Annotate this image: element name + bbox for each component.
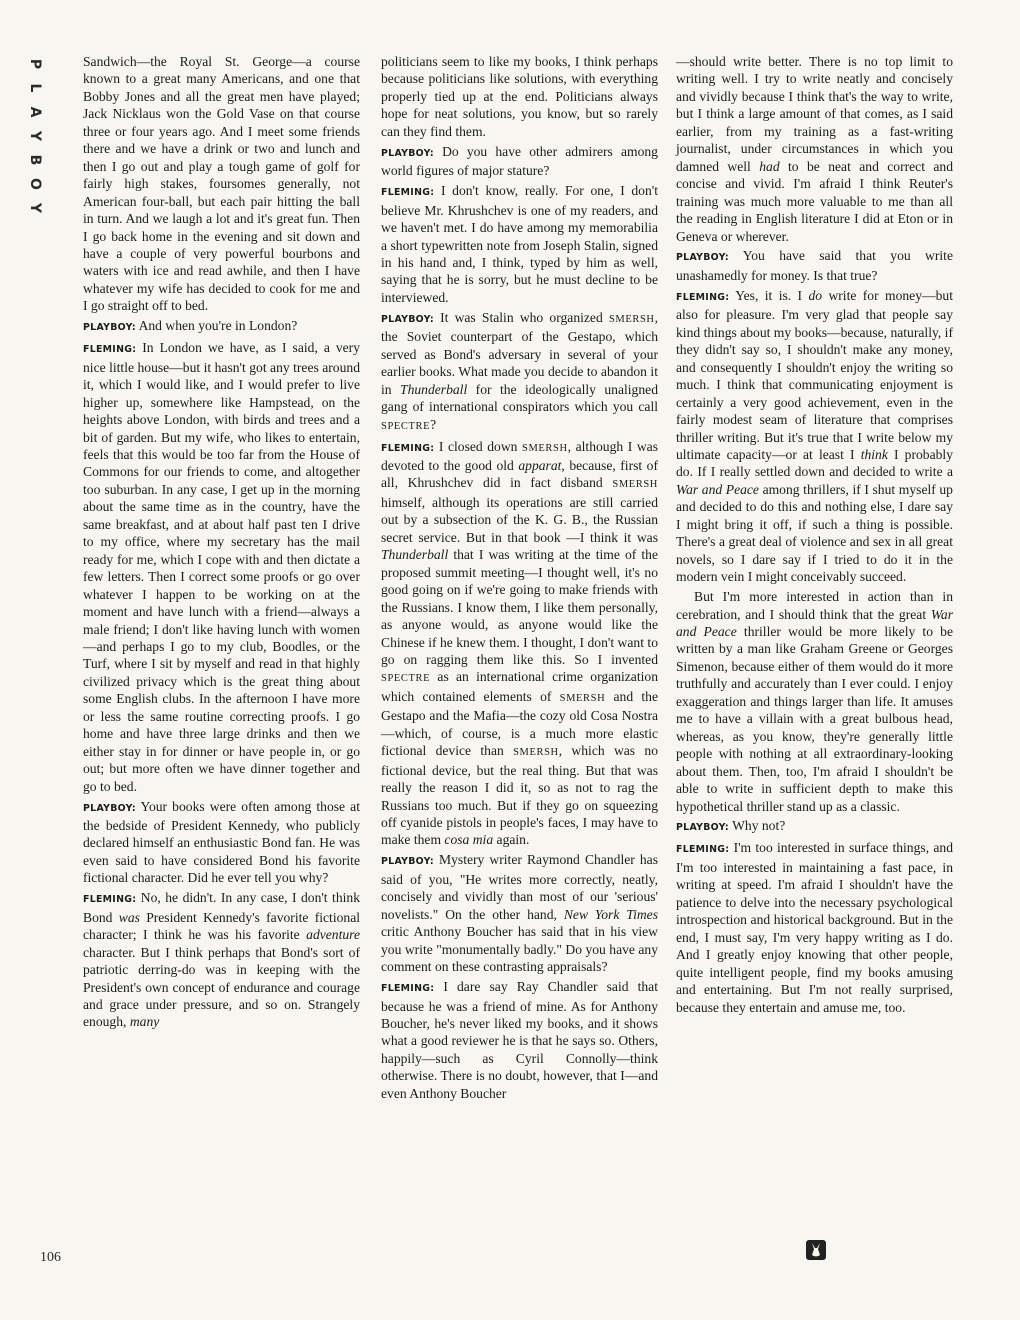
italic-text: apparat	[518, 457, 562, 473]
running-head-letter: L	[27, 83, 43, 93]
speaker-label: PLAYBOY:	[83, 802, 136, 814]
small-caps-text: SMERSH	[559, 692, 606, 704]
column-2	[381, 53, 658, 1105]
speaker-label: FLEMING:	[381, 983, 435, 995]
speaker-label: FLEMING:	[381, 442, 435, 454]
italic-text: many	[129, 1014, 160, 1030]
article-paragraph: politicians seem to like my books, I think perhaps because politicians like solutions, with everything properly tied up at the end. Politicians always hope for neat solutions, you know, but so rarely can they find them.	[381, 54, 658, 139]
running-head-letter: Y	[27, 202, 43, 214]
italic-text: was	[118, 909, 140, 925]
italic-text: cosa mia	[444, 832, 494, 848]
rabbit-head-icon	[806, 1240, 826, 1260]
italic-text: New York Times	[563, 906, 659, 922]
speaker-label: PLAYBOY:	[381, 313, 434, 325]
running-head-letter: Y	[27, 130, 43, 142]
italic-text: Thunderball	[381, 547, 449, 563]
column-3	[676, 53, 953, 1018]
subject-answer: FLEMING: I dare say Ray Chandler said that because he was a friend of mine. As for Anthony Boucher, he's never liked my books, and it shows what a good reviewer he is that he says so. Others, happily—such as Cyril Connolly—think otherwise. There is no doubt, however, that I—and even Anthony Boucher	[381, 979, 658, 1101]
page-number: 106	[40, 1250, 61, 1265]
running-head-letter: A	[27, 106, 43, 118]
speaker-label: FLEMING:	[381, 187, 435, 199]
italic-text: War and Peace	[676, 606, 953, 639]
subject-answer: FLEMING: Yes, it is. I do write for money—but also for pleasure. I'm very glad that people say kind things about my books—because, naturally, if they didn't say so, I shouldn't make any money, and consequently I shouldn't enjoy the writing so much. I think that communicating enjoyment is certainly a very good achievement, even in the fairly modest seam of literature that comprises thriller writing. But it's true that I write below my ultimate capacity—or at least I think I probably do. If I really settled down and decided to write a War and Peace among thrillers, if I shut myself up and decided to do this and nothing else, I dare say I might bring it off, if such a thing is possible. There's a great deal of violence and sex in all great novels, so I dare say if I tried to do it in the modern vein I might conceivably succeed.	[676, 287, 953, 585]
running-head-letter: B	[27, 154, 43, 166]
running-head	[24, 52, 46, 220]
subject-answer: FLEMING: I'm too interested in surface things, and I'm too interested in maintaining a fast pace, in writing at speed. I'm afraid I shouldn't have the patience to delve into the necessary psychological introspection and historical background. But in the end, I must say, I'm very happy writing as I do. And I greatly enjoy knowing that other people, quite intelligent people, find my books amusing and entertaining. But I'm not really surprised, because they entertain and amuse me, too.	[676, 840, 953, 1015]
small-caps-text: SMERSH	[522, 442, 568, 454]
article-paragraph: Sandwich—the Royal St. George—a course known to a great many Americans, and one that Bobby Jones and all the great men have played; Jack Nicklaus won the Gold Vase on that course three or four years ago. And I meet some friends there and we have a drink or two and lunch and then I go out and play a tough game of golf for fairly high stakes, foursomes generally, not American four-ball, but each pair hitting the ball in turn. And we laugh a lot and it's great fun. Then I go back home in the evening and sit down and have a couple of very powerful bourbons and waters with ice and read awhile, and then I have whatever my wife has decided to cook for me and I go straight off to bed.	[83, 54, 360, 314]
small-caps-text: SPECTRE	[381, 673, 431, 685]
subject-answer: FLEMING: I closed down SMERSH, although I was devoted to the good old apparat, because, first of all, Khrushchev did in fact disband SMERSH himself, although its operations are still carried out by a subsection of the K. G. B., the Russian secret service. But in that book —I think it was Thunderball that I was writing at the time of the proposed summit meeting—I thought well, it's no good going on if we're going to make friends with the Russians. I know them, I like them personally, as anyone would, as anyone would like the Chinese if he knew them. I thought, I don't want to go on ragging them like this. So I invented SPECTRE as an international crime organization which contained elements of SMERSH and the Gestapo and the Mafia—the cozy old Cosa Nostra—which, of course, is a much more elastic fictional device than SMERSH, which was no fictional device, but the real thing. But that was really the reason I did it, so as not to rag the Russians too much. But if they go on squeezing off cyanide pistols in people's faces, I may have to make them cosa mia again.	[381, 438, 659, 848]
small-caps-text: SMERSH	[513, 747, 559, 759]
interviewer-question: PLAYBOY: Your books were often among those at the bedside of President Kennedy, who publicly declared himself an enthusiastic Bond fan. He was even said to have considered Bond his favorite fictional character. Did he ever tell you why?	[83, 798, 360, 886]
small-caps-text: SPECTRE	[381, 420, 431, 432]
speaker-label: PLAYBOY:	[381, 147, 434, 159]
running-head-letter: O	[27, 178, 43, 190]
italic-text: War and Peace	[676, 481, 759, 497]
interviewer-question: PLAYBOY: Mystery writer Raymond Chandler has said of you, "He writes more correctly, neatly, concisely and vividly than most of our 'serious' novelists." On the other hand, New York Times critic Anthony Boucher has said that in his view you write "monumentally badly." Do you have any comment on these contrasting appraisals?	[381, 852, 659, 975]
interviewer-question: PLAYBOY: Do you have other admirers among world figures of major stature?	[381, 143, 658, 179]
italic-text: do	[808, 287, 823, 303]
subject-answer: FLEMING: In London we have, as I said, a very nice little house—but it hasn't got any trees around it, which I would like, and I would prefer to live higher up, somewhere like Hampstead, on the heights above London, with birds and trees and a bit of garden. But my wife, who likes to entertain, feels that this would be too far from the House of Commons for our friends to come, and altogether too suburban. In any case, I get up in the morning about the same time as in the country, have the same breakfast, and at about half past ten I drive to my office, where my secretary has the mail ready for me, which I cope with and then dictate a few letters. Then I correct some proofs or go over whatever I happen to be working on at the moment and have lunch with a friend—always a male friend; I don't like having lunch with women—and perhaps I go to my club, Boodles, or the Turf, where I sit by myself and read in that highly civilized privacy which is the great thing about some English clubs. In the afternoon I have more or less the same routine correcting proofs. I go home and have three large drinks and then we either stay in for dinner or have people in, or go out; but more often we have dinner together and go to bed.	[83, 340, 360, 794]
article-paragraph: —should write better. There is no top limit to writing well. I try to write neatly and concisely and vividly because I think that's the way to write, but I think a large amount of that comes, as I said earlier, from my training as a fast-writing journalist, under circumstances in which you damned well had to be neat and correct and concise and vivid. I'm afraid I think Reuter's training was much more valuable to me than all the reading in English literature I did at Eton or in Geneva or wherever.	[676, 54, 954, 244]
speaker-label: FLEMING:	[83, 344, 137, 356]
speaker-label: PLAYBOY:	[381, 856, 434, 868]
small-caps-text: SMERSH	[608, 313, 655, 325]
article-paragraph: But I'm more interested in action than in cerebration, and I should think that the great War and Peace thriller would be more likely to be written by a man like Graham Greene or Georges Simenon, because either of them would do it more truthfully and accurately than I ever could. I enjoy exaggeration and things larger than life. It amuses me to have a villain with a great bulbous head, whereas, as you know, they're generally little people with nothing at all extraordinary-looking about them. Then, too, I'm afraid I shouldn't be able to write in sufficient depth to make this hypothetical thriller stand up as a classic.	[676, 589, 953, 814]
italic-text: had	[759, 158, 780, 174]
small-caps-text: SMERSH	[612, 479, 658, 491]
subject-answer: FLEMING: I don't know, really. For one, I don't believe Mr. Khrushchev is one of my readers, and we haven't met. I do have among my memorabilia a short typewritten note from Joseph Stalin, signed in his hand and, I think, typed by him as well, saying that he is sorry, but he must decline to be interviewed.	[381, 183, 658, 305]
interviewer-question: PLAYBOY: It was Stalin who organized SMERSH, the Soviet counterpart of the Gestapo, which served as Bond's adversary in several of your earlier books. What made you decide to abandon it in Thunderball for the ideologically unaligned gang of international conspirators which you call SPECTRE?	[381, 309, 658, 432]
speaker-label: PLAYBOY:	[83, 322, 136, 334]
interviewer-question: PLAYBOY: Why not?	[676, 818, 786, 834]
interviewer-question: PLAYBOY: And when you're in London?	[83, 318, 298, 334]
speaker-label: FLEMING:	[676, 291, 730, 303]
speaker-label: FLEMING:	[83, 894, 137, 906]
italic-text: think	[860, 446, 888, 462]
running-head-letter: P	[27, 58, 43, 70]
speaker-label: PLAYBOY:	[676, 252, 729, 264]
speaker-label: FLEMING:	[676, 844, 730, 856]
interviewer-question: PLAYBOY: You have said that you write unashamedly for money. Is that true?	[676, 248, 953, 283]
italic-text: adventure	[306, 927, 360, 943]
speaker-label: PLAYBOY:	[676, 822, 729, 834]
column-1	[83, 53, 360, 1033]
subject-answer: FLEMING: No, he didn't. In any case, I don't think Bond was President Kennedy's favorite fictional character; I think he was his favorite adventure character. But I think perhaps that Bond's sort of patriotic derring-do was in keeping with the President's own concept of endurance and courage and grace under pressure, and so on. Strangely enough, many	[83, 890, 361, 1030]
italic-text: Thunderball	[400, 381, 468, 397]
